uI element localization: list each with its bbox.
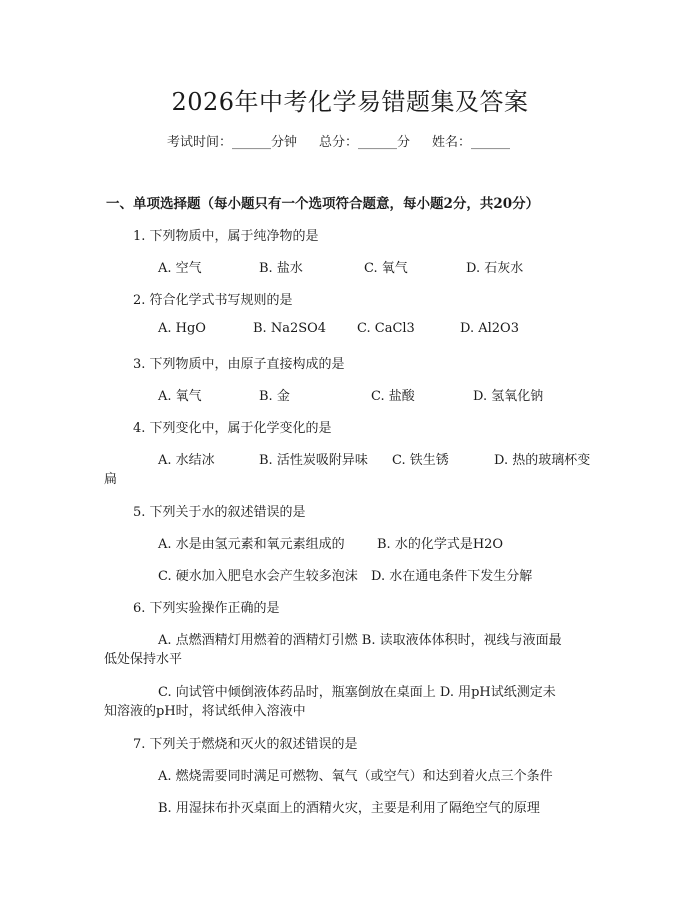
q6-option-cd-line1: C. 向试管中倾倒液体药品时，瓶塞倒放在桌面上 D. 用pH试纸测定未 <box>158 685 556 700</box>
exam-name: 姓名：______ <box>432 135 511 150</box>
q6-option-ab-line2: 低处保持水平 <box>104 652 183 667</box>
q2-option-a: A. HgO <box>158 321 206 336</box>
q2-option-d: D. Al2O3 <box>460 321 519 336</box>
section-heading: 一、单项选择题（每小题只有一个选项符合题意，每小题2分，共20分） <box>106 196 540 212</box>
question-5: 5. 下列关于水的叙述错误的是 <box>133 505 306 520</box>
q1-option-b: B. 盐水 <box>259 261 303 276</box>
q7-option-b: B. 用湿抹布扑灭桌面上的酒精火灾，主要是利用了隔绝空气的原理 <box>158 801 540 816</box>
q1-option-a: A. 空气 <box>158 261 202 276</box>
q3-option-b: B. 金 <box>259 389 290 404</box>
q5-option-d: D. 水在通电条件下发生分解 <box>371 569 533 584</box>
q3-option-c: C. 盐酸 <box>371 389 415 404</box>
q4-option-d: D. 热的玻璃杯变 <box>494 453 591 468</box>
q3-option-a: A. 氧气 <box>158 389 202 404</box>
exam-time: 考试时间：______分钟 <box>167 135 298 150</box>
q1-option-c: C. 氧气 <box>364 261 408 276</box>
q6-option-ab-line1: A. 点燃酒精灯用燃着的酒精灯引燃 B. 读取液体体积时，视线与液面最 <box>158 633 562 648</box>
exam-meta <box>167 131 510 150</box>
question-7: 7. 下列关于燃烧和灭火的叙述错误的是 <box>133 737 358 752</box>
q2-option-c: C. CaCl3 <box>357 321 415 336</box>
q5-option-a: A. 水是由氢元素和氧元素组成的 <box>158 537 345 552</box>
q1-option-d: D. 石灰水 <box>466 261 524 276</box>
q3-option-d: D. 氢氧化钠 <box>473 389 544 404</box>
q6-option-cd-line2: 知溶液的pH时，将试纸伸入溶液中 <box>104 704 306 719</box>
question-4: 4. 下列变化中，属于化学变化的是 <box>133 421 332 436</box>
question-6: 6. 下列实验操作正确的是 <box>133 601 280 616</box>
q4-option-a: A. 水结冰 <box>158 453 215 468</box>
exam-score: 总分：______分 <box>319 135 411 150</box>
question-2: 2. 符合化学式书写规则的是 <box>133 293 293 308</box>
question-3: 3. 下列物质中，由原子直接构成的是 <box>133 357 345 372</box>
q5-option-b: B. 水的化学式是H2O <box>377 537 504 552</box>
question-1: 1. 下列物质中，属于纯净物的是 <box>133 229 319 244</box>
q4-option-c: C. 铁生锈 <box>392 453 449 468</box>
page-title: 2026年中考化学易错题集及答案 <box>171 88 529 116</box>
q5-option-c: C. 硬水加入肥皂水会产生较多泡沫 <box>158 569 358 584</box>
q2-option-b: B. Na2SO4 <box>253 321 327 336</box>
q7-option-a: A. 燃烧需要同时满足可燃物、氧气（或空气）和达到着火点三个条件 <box>158 769 553 784</box>
q4-option-d-wrap: 扁 <box>104 472 118 487</box>
q4-option-b: B. 活性炭吸附异味 <box>259 453 368 468</box>
